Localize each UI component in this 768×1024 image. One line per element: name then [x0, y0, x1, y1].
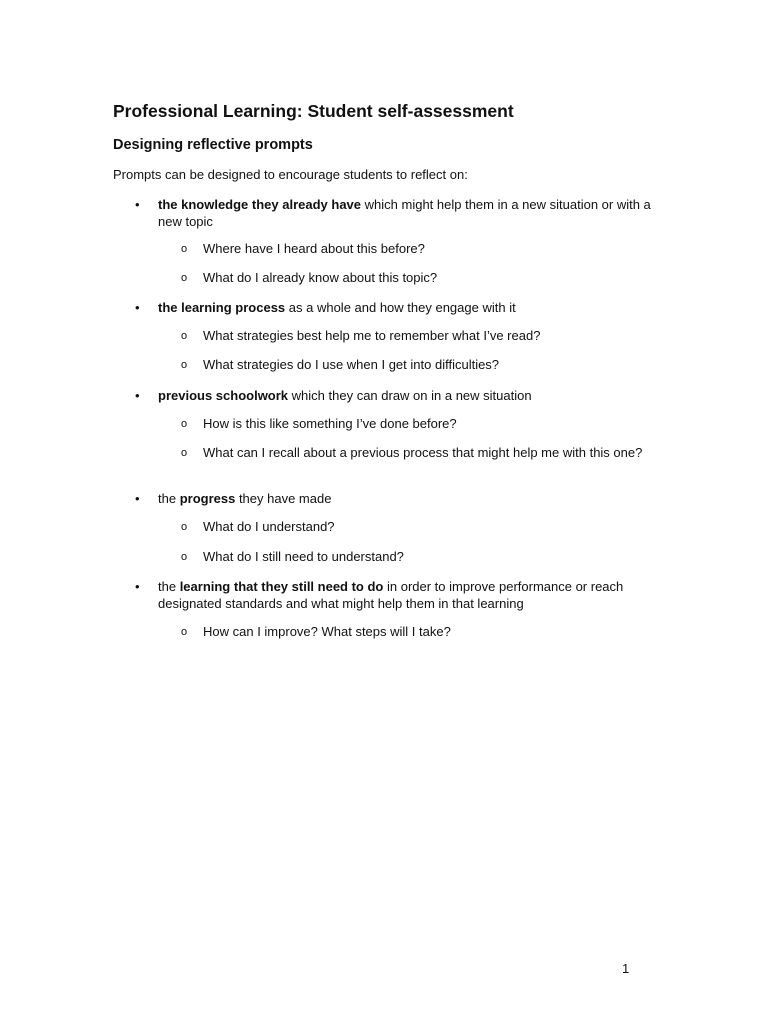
- document-title: Professional Learning: Student self-assessment: [113, 101, 514, 121]
- circle-bullet-icon: o: [181, 243, 188, 255]
- circle-bullet-icon: o: [181, 626, 188, 638]
- sub-list-item-text: What do I already know about this topic?: [203, 270, 438, 285]
- list-item-text: previous schoolwork which they can draw on in a new situation: [158, 388, 532, 403]
- key-phrase: previous schoolwork: [158, 388, 289, 403]
- circle-bullet-icon: o: [181, 447, 188, 459]
- sub-list-item-text: How can I improve? What steps will I take?: [203, 624, 451, 639]
- bullet-icon: •: [135, 388, 140, 403]
- circle-bullet-icon: o: [181, 418, 188, 430]
- list-item-text: the learning that they still need to do in order to improve performance or reach designated standards and what might help them in that learning: [158, 579, 624, 611]
- key-phrase: progress: [179, 491, 236, 506]
- sub-list-item-text: What strategies best help me to remember what I’ve read?: [203, 328, 541, 343]
- sub-list-item-text: What do I understand?: [203, 519, 335, 534]
- list-item-text: the learning process as a whole and how they engage with it: [158, 300, 516, 315]
- circle-bullet-icon: o: [181, 359, 188, 371]
- sub-list-item-text: What do I still need to understand?: [203, 549, 404, 564]
- bullet-icon: •: [135, 491, 140, 506]
- list-item-text: the progress they have made: [158, 491, 332, 506]
- circle-bullet-icon: o: [181, 272, 188, 284]
- circle-bullet-icon: o: [181, 521, 188, 533]
- bullet-icon: •: [135, 579, 140, 594]
- circle-bullet-icon: o: [181, 330, 188, 342]
- intro-paragraph: Prompts can be designed to encourage students to reflect on:: [113, 167, 468, 182]
- sub-list-item-text: How is this like something I’ve done before?: [203, 416, 457, 431]
- sub-list-item-text: What strategies do I use when I get into difficulties?: [203, 357, 500, 372]
- bullet-icon: •: [135, 197, 140, 212]
- section-heading: Designing reflective prompts: [113, 137, 313, 153]
- sub-list-item-text: Where have I heard about this before?: [203, 241, 425, 256]
- page-number: 1: [622, 961, 630, 976]
- key-phrase: the learning process: [158, 300, 286, 315]
- key-phrase: learning that they still need to do: [179, 579, 384, 594]
- list-item-text: the knowledge they already have which might help them in a new situation or with a new topic: [158, 197, 651, 229]
- bullet-icon: •: [135, 300, 140, 315]
- sub-list-item-text: What can I recall about a previous process that might help me with this one?: [203, 445, 643, 460]
- circle-bullet-icon: o: [181, 551, 188, 563]
- key-phrase: the knowledge they already have: [158, 197, 362, 212]
